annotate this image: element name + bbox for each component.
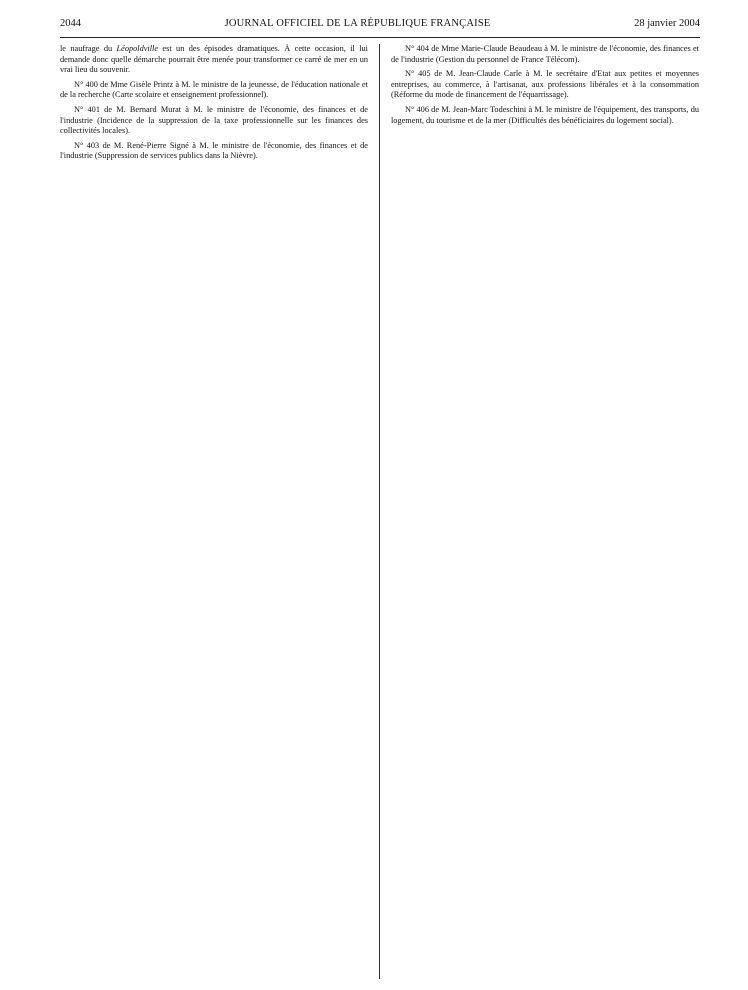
issue-date: 28 janvier 2004 xyxy=(634,18,700,29)
right-column xyxy=(391,44,699,979)
page-number: 2044 xyxy=(60,18,81,29)
paragraph-0 xyxy=(60,44,368,76)
journal-title: JOURNAL OFFICIEL DE LA RÉPUBLIQUE FRANÇAISE xyxy=(224,18,491,29)
header-rule xyxy=(60,37,700,38)
column-divider xyxy=(379,44,380,979)
page-header xyxy=(60,18,700,34)
question-403-heading: N° 403 de M. René-Pierre Signé à M. le ministre de l'économie, des finances et de l'industrie (Suppression de services publics dans la Nièvre). xyxy=(60,140,368,161)
left-column xyxy=(60,44,368,979)
ship-name: Léopoldville xyxy=(116,44,159,53)
paragraph-text: est un des épisodes dramatiques. À cette occasion, il lui demande donc quelle démarche pourrait être menée pour transformer ce carré de mer en un vrai lieu du souvenir. xyxy=(60,44,368,75)
question-406-heading: N° 406 de M. Jean-Marc Todeschini à M. le ministre de l'équipement, des transports, du logement, du tourisme et de la mer (Difficultés des bénéficiaires du logement social). xyxy=(391,104,699,125)
question-405-heading: N° 405 de M. Jean-Claude Carle à M. le secrétaire d'Etat aux petites et moyennes entreprises, au commerce, à l'artisanat, aux professions libérales et à la consommation (Réforme du mode de financement de l'équarrissage). xyxy=(391,69,699,100)
question-401-heading: N° 401 de M. Bernard Murat à M. le ministre de l'économie, des finances et de l'industrie (Incidence de la suppression de la taxe professionnelle sur les finances des collectivités locales). xyxy=(60,104,368,136)
question-400-heading: N° 400 de Mme Gisèle Printz à M. le ministre de la jeunesse, de l'éducation nationale et de la recherche (Carte scolaire et enseignement professionnel). xyxy=(60,79,368,100)
question-404-heading: N° 404 de Mme Marie-Claude Beaudeau à M. le ministre de l'économie, des finances et de l'industrie (Gestion du personnel de France Télécom). xyxy=(391,44,699,64)
paragraph-text: le naufrage du xyxy=(60,44,117,53)
